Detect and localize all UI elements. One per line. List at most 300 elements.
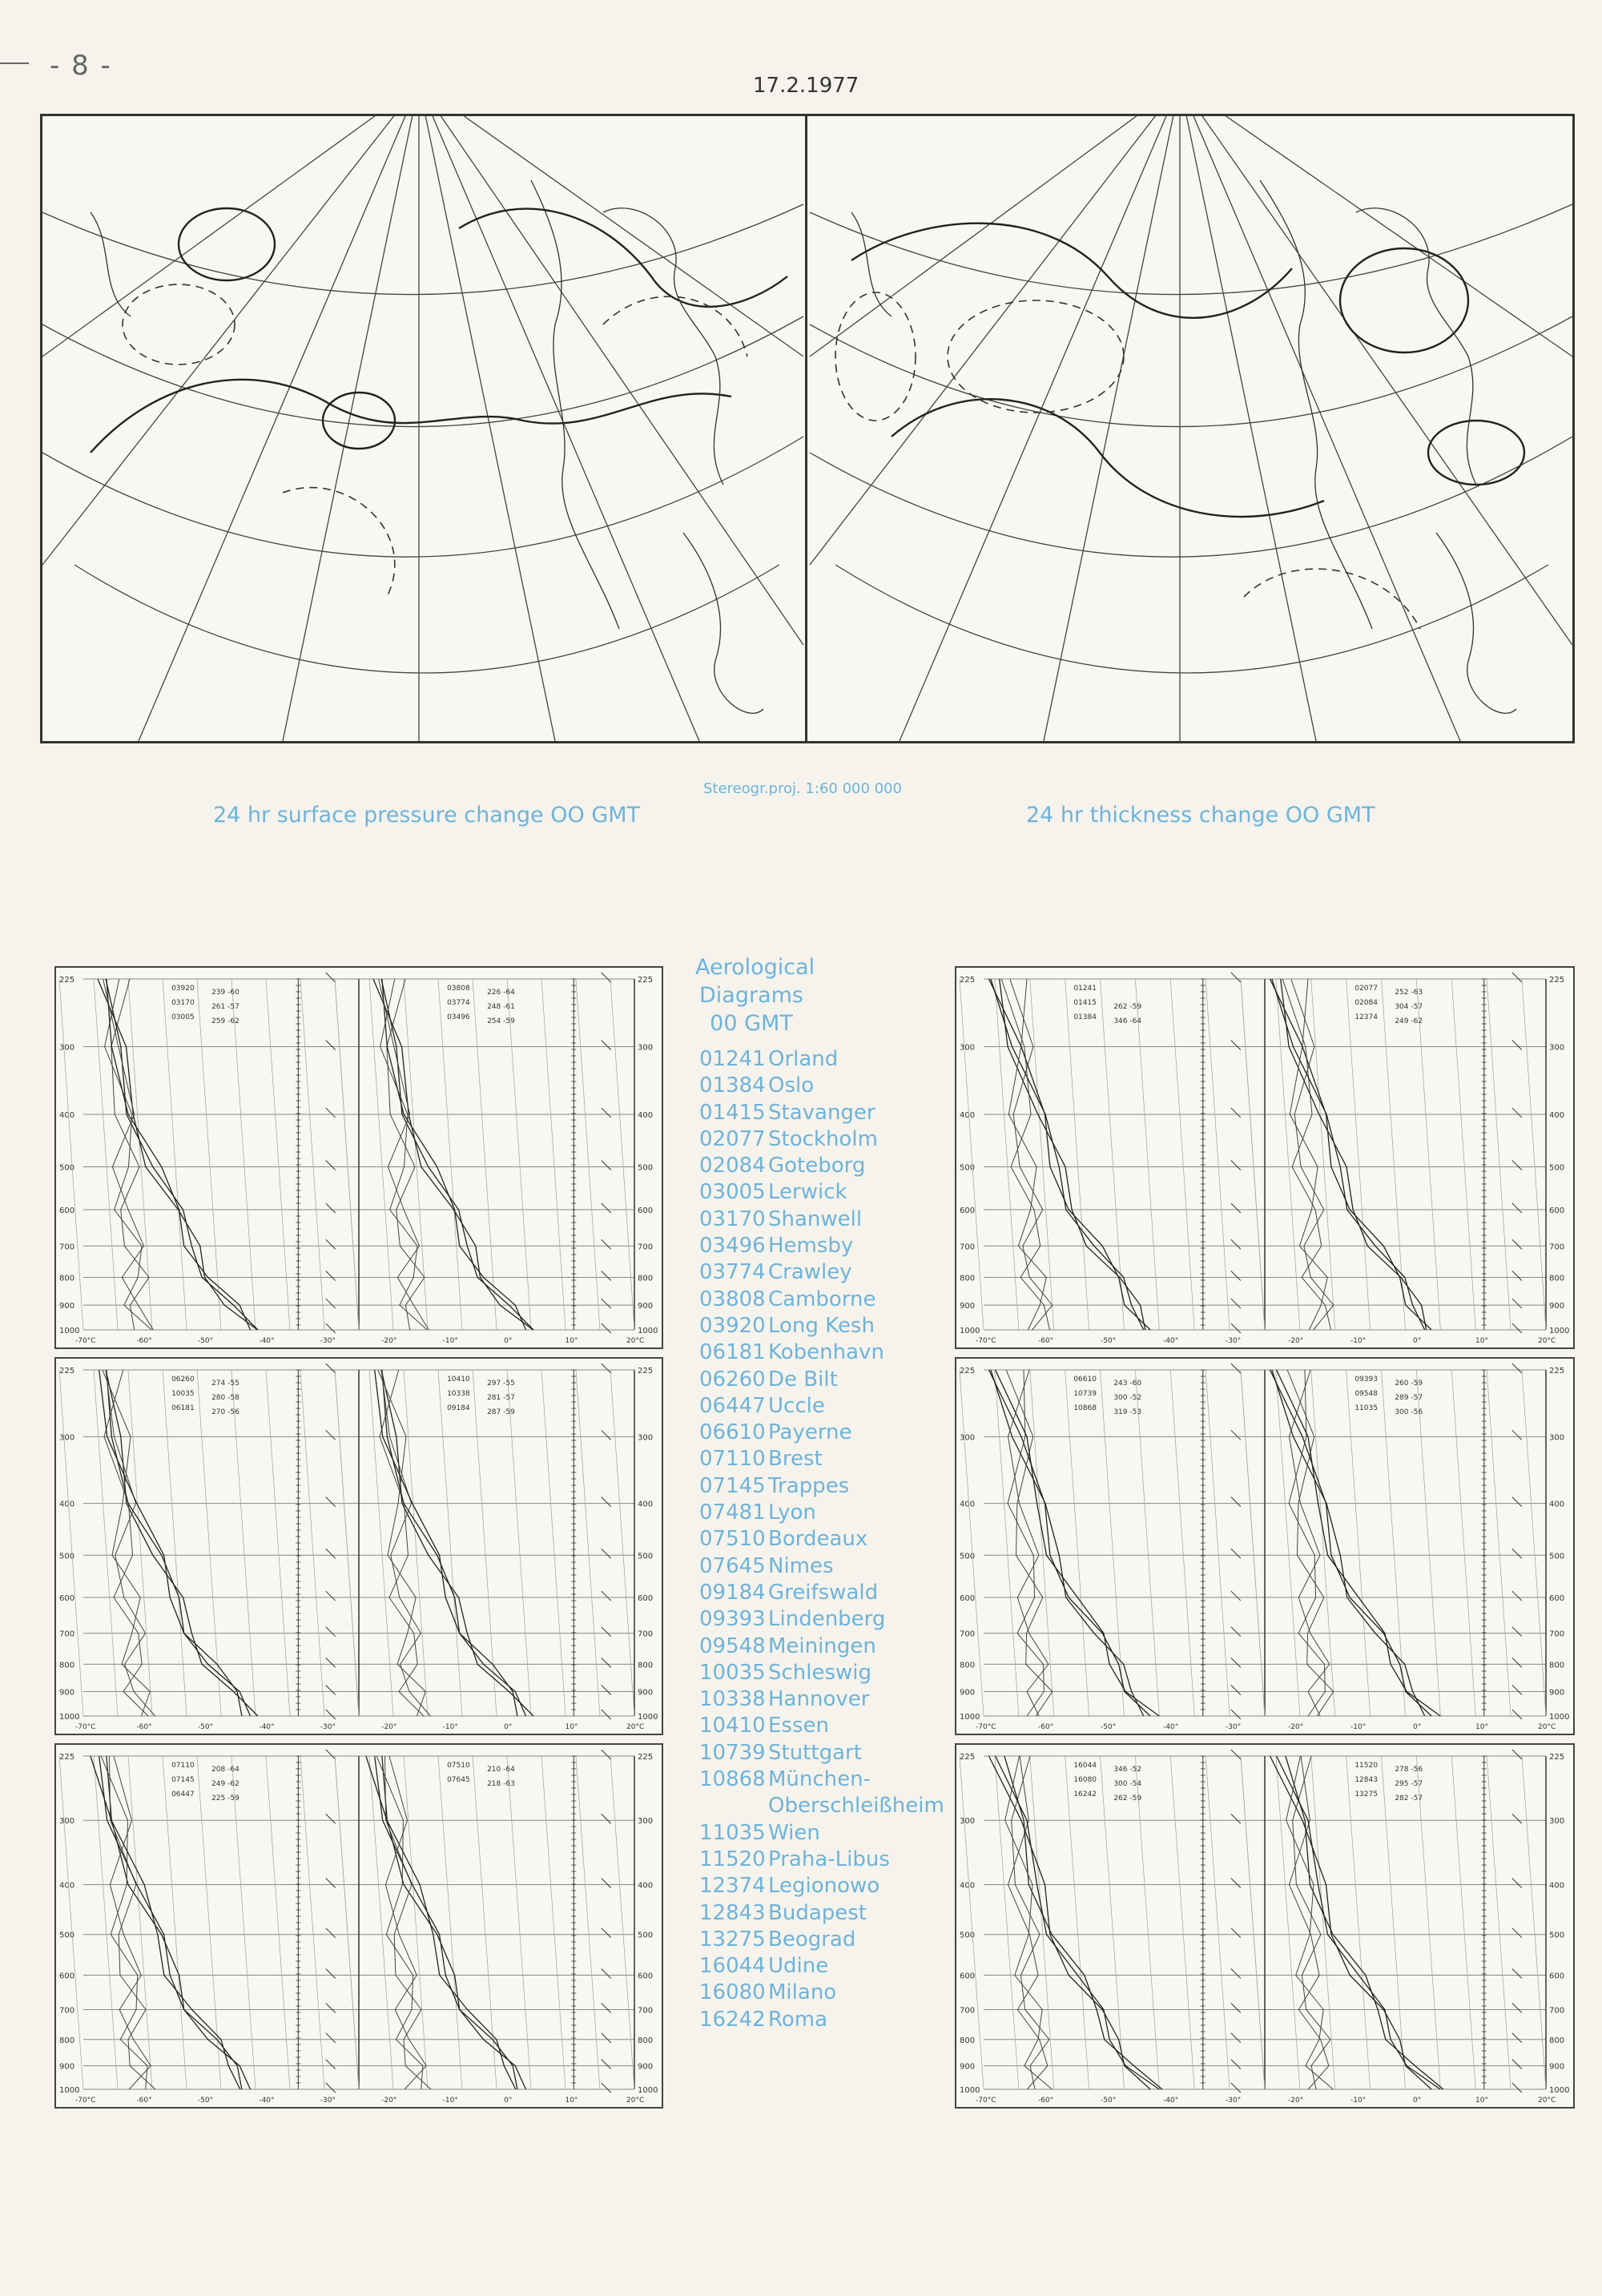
diagram-station-id: 01384 [1073, 1013, 1097, 1021]
station-name: Shanwell [768, 1206, 863, 1231]
diagram-station-id: 11035 [1354, 1404, 1378, 1412]
temperature-label: 0° [1413, 1723, 1422, 1731]
aerological-diagram [955, 1357, 1575, 1735]
station-name: Greifswald [768, 1580, 879, 1605]
diagram-station-id: 06260 [171, 1376, 195, 1384]
pressure-label: 225 [960, 1367, 976, 1376]
station-id: 09548 [699, 1633, 766, 1658]
station-name: Hemsby [768, 1234, 854, 1259]
diagram-station-id: 07510 [447, 1762, 470, 1770]
station-name: Goteborg [768, 1154, 866, 1178]
pressure-label: 800 [638, 2036, 654, 2045]
station-legend-item [699, 1233, 944, 1259]
temperature-label: -30° [320, 1337, 336, 1345]
temperature-label: -40° [1163, 1723, 1179, 1731]
wind-barb [602, 1108, 611, 1118]
diagram-station-id: 03005 [171, 1013, 195, 1021]
temperature-label: -30° [320, 1723, 336, 1731]
wind-barb [326, 1710, 336, 1719]
temperature-label: 20°C [1538, 1723, 1556, 1731]
temperature-label: 10° [565, 1337, 578, 1345]
wind-barb [1512, 1928, 1522, 1938]
pressure-label: 1000 [638, 2086, 658, 2095]
wind-barb [326, 1658, 336, 1667]
pressure-label: 225 [59, 1753, 75, 1762]
wind-barb [602, 1878, 611, 1887]
diagram-station-id: 02077 [1354, 985, 1378, 993]
diagram-tropopause: 281 -57 [487, 1394, 515, 1402]
pressure-label: 1000 [59, 2086, 80, 2095]
station-legend-item [699, 1126, 944, 1153]
temperature-label: 10° [565, 2097, 578, 2105]
wind-barb [1512, 1878, 1522, 1887]
temperature-label: -50° [197, 1723, 214, 1731]
pressure-label: 1000 [59, 1713, 80, 1722]
wind-barb [1231, 2033, 1241, 2043]
diagram-svg [956, 968, 1573, 1347]
diagram-station-id: 01241 [1073, 985, 1097, 993]
station-legend-item [699, 1633, 944, 1660]
legend-title-line: Aerological [695, 955, 815, 980]
temperature-label: -40° [259, 1723, 275, 1731]
pressure-label: 600 [1549, 1594, 1565, 1604]
station-id: 01415 [699, 1100, 766, 1125]
pressure-label: 1000 [960, 1713, 980, 1722]
temperature-label: -50° [197, 2097, 214, 2105]
wind-barb [326, 1108, 336, 1118]
station-id: 10035 [699, 1660, 766, 1685]
wind-barb [1512, 973, 1522, 982]
wind-barb [602, 2004, 611, 2013]
wind-barb [1231, 1323, 1241, 1333]
diagram-tropopause: 300 -56 [1395, 1408, 1423, 1416]
pressure-label: 300 [1549, 1043, 1565, 1053]
diagram-tropopause: 243 -60 [1113, 1380, 1142, 1388]
wind-barb [1231, 1591, 1241, 1601]
diagram-svg [956, 1359, 1573, 1734]
wind-barb [1512, 1814, 1522, 1823]
station-name: Kobenhavn [768, 1340, 884, 1365]
pressure-label: 500 [1549, 1163, 1565, 1173]
station-id: 03005 [699, 1180, 766, 1205]
wind-barb [326, 1364, 336, 1373]
wind-barb [1512, 1203, 1522, 1213]
wind-barb [326, 1160, 336, 1170]
wind-barb [1512, 2083, 1522, 2093]
temperature-label: -70°C [75, 1723, 96, 1731]
wind-barb [326, 1928, 336, 1938]
wind-barb [1512, 1591, 1522, 1601]
wind-barb [602, 1627, 611, 1637]
wind-barb [1512, 1108, 1522, 1118]
temperature-label: -20° [381, 1337, 397, 1345]
pressure-label: 500 [960, 1931, 976, 1940]
station-name: Stuttgart [768, 1740, 862, 1765]
diagram-station-id: 09393 [1354, 1376, 1378, 1384]
temperature-label: -70°C [976, 1337, 996, 1345]
station-id: 06447 [699, 1393, 766, 1418]
diagram-tropopause: 282 -57 [1395, 1795, 1423, 1803]
station-id: 06181 [699, 1340, 766, 1365]
pressure-label: 400 [960, 1500, 976, 1509]
station-legend-item [699, 1820, 944, 1847]
station-name: Brest [768, 1447, 823, 1472]
pressure-label: 500 [638, 1163, 654, 1173]
diagram-station-id: 10338 [447, 1390, 470, 1398]
temperature-label: -60° [136, 2097, 152, 2105]
wind-barb [326, 2060, 336, 2069]
pressure-label: 400 [59, 1881, 75, 1891]
pressure-label: 500 [1549, 1931, 1565, 1940]
diagram-tropopause: 249 -62 [211, 1780, 239, 1788]
wind-barb [326, 1323, 336, 1333]
map-divider [805, 114, 807, 743]
wind-barb [602, 1750, 611, 1759]
pressure-label: 700 [59, 1243, 75, 1252]
pressure-label: 400 [960, 1881, 976, 1891]
station-name: Stavanger [768, 1100, 875, 1125]
station-id: 12843 [699, 1900, 766, 1925]
wind-barb [602, 1658, 611, 1667]
pressure-label: 225 [1549, 1753, 1565, 1762]
diagram-tropopause: 300 -54 [1113, 1780, 1142, 1788]
diagram-station-id: 16242 [1073, 1790, 1097, 1799]
pressure-label: 300 [960, 1043, 976, 1053]
station-legend-item [699, 1259, 944, 1286]
station-legend-item [699, 1713, 944, 1739]
wind-barb [326, 1878, 336, 1887]
wind-barb [1231, 1750, 1241, 1759]
diagram-tropopause: 210 -64 [487, 1766, 515, 1774]
station-name: Trappes [768, 1473, 850, 1498]
station-legend-item [699, 1500, 944, 1526]
wind-barb [602, 1814, 611, 1823]
diagram-tropopause: 297 -55 [487, 1380, 515, 1388]
weather-maps-drawing [42, 116, 1572, 741]
wind-barb [326, 973, 336, 982]
diagram-station-id: 06447 [171, 1790, 195, 1799]
temperature-label: -40° [259, 2097, 275, 2105]
diagram-station-id: 03808 [447, 985, 470, 993]
pressure-label: 600 [638, 1594, 654, 1604]
temperature-label: -60° [136, 1723, 152, 1731]
wind-barb [326, 1430, 336, 1440]
pressure-label: 800 [960, 1661, 976, 1670]
station-name: Camborne [768, 1287, 876, 1311]
diagram-station-id: 01415 [1073, 999, 1097, 1007]
wind-barb [602, 2033, 611, 2043]
station-name: Lerwick [768, 1180, 847, 1205]
wind-barb [602, 2060, 611, 2069]
pressure-label: 300 [638, 1433, 654, 1443]
pressure-label: 1000 [1549, 1713, 1570, 1722]
temperature-label: 20°C [1538, 1337, 1556, 1345]
station-id: 03170 [699, 1206, 766, 1231]
station-name: Schleswig [768, 1660, 872, 1685]
temperature-label: -30° [1226, 1723, 1242, 1731]
diagram-svg [56, 1745, 662, 2107]
wind-barb [1512, 1710, 1522, 1719]
diagram-tropopause: 274 -55 [211, 1380, 239, 1388]
wind-barb [1231, 2083, 1241, 2093]
station-legend-item [699, 1660, 944, 1686]
station-id: 13275 [699, 1927, 766, 1952]
diagram-tropopause: 225 -59 [211, 1795, 239, 1803]
station-name: Praha-Libus [768, 1847, 890, 1871]
station-name: Hannover [768, 1687, 870, 1712]
pressure-label: 400 [638, 1881, 654, 1891]
pressure-label: 225 [638, 1367, 654, 1376]
pressure-label: 600 [1549, 1972, 1565, 1981]
station-legend-item [699, 1873, 944, 1899]
station-id: 09184 [699, 1580, 766, 1605]
pressure-label: 900 [1549, 1688, 1565, 1698]
temperature-label: 10° [1475, 1337, 1488, 1345]
pressure-label: 700 [1549, 1629, 1565, 1639]
wind-barb [602, 1299, 611, 1308]
station-id: 06610 [699, 1420, 766, 1445]
aerological-diagram [955, 1743, 1575, 2109]
diagram-station-id: 10739 [1073, 1390, 1097, 1398]
station-legend-item [699, 1847, 944, 1873]
station-legend-item [699, 1553, 944, 1580]
station-id: 03808 [699, 1287, 766, 1311]
diagram-tropopause: 289 -57 [1395, 1394, 1423, 1402]
pressure-label: 700 [960, 1629, 976, 1639]
wind-barb [326, 2004, 336, 2013]
station-id: 16080 [699, 1980, 766, 2005]
pressure-label: 225 [59, 1367, 75, 1376]
station-name: München- [768, 1767, 871, 1792]
pressure-label: 400 [638, 1500, 654, 1509]
station-name: Roma [768, 2007, 828, 2032]
wind-barb [602, 1497, 611, 1507]
pressure-label: 900 [638, 2062, 654, 2072]
temperature-label: -20° [381, 2097, 397, 2105]
pressure-label: 800 [59, 2036, 75, 2045]
diagram-tropopause: 280 -58 [211, 1394, 239, 1402]
pressure-label: 900 [59, 2062, 75, 2072]
pressure-label: 900 [638, 1302, 654, 1311]
pressure-label: 225 [638, 976, 654, 985]
station-legend-item [699, 1953, 944, 1980]
temperature-label: -20° [1288, 1337, 1304, 1345]
wind-barb [1231, 1497, 1241, 1507]
diagram-station-id: 12843 [1354, 1776, 1378, 1784]
diagram-tropopause: 239 -60 [211, 989, 239, 997]
pressure-label: 400 [59, 1500, 75, 1509]
temperature-label: -10° [442, 1723, 458, 1731]
station-legend-item [699, 1339, 944, 1366]
pressure-label: 400 [59, 1110, 75, 1120]
diagram-station-id: 02084 [1354, 999, 1378, 1007]
wind-barb [1512, 1299, 1522, 1308]
pressure-label: 600 [59, 1206, 75, 1216]
pressure-label: 800 [1549, 1274, 1565, 1283]
station-id: 03496 [699, 1234, 766, 1259]
station-legend-item [699, 1153, 944, 1179]
temperature-label: -30° [1226, 2097, 1242, 2105]
station-name: Wien [768, 1820, 820, 1845]
pressure-label: 225 [960, 976, 976, 985]
diagram-tropopause: 262 -59 [1113, 1795, 1142, 1803]
station-legend-list [699, 1046, 944, 2033]
temperature-label: 10° [1475, 2097, 1488, 2105]
station-legend-item [699, 1446, 944, 1472]
pressure-label: 700 [638, 1629, 654, 1639]
wind-barb [602, 1710, 611, 1719]
pressure-label: 1000 [1549, 2086, 1570, 2095]
pressure-label: 300 [1549, 1817, 1565, 1827]
wind-barb [1512, 2060, 1522, 2069]
station-legend-item [699, 1740, 944, 1766]
aerological-diagram [54, 1357, 663, 1735]
pressure-label: 900 [638, 1688, 654, 1698]
station-legend-item [699, 1206, 944, 1233]
aerological-diagram [54, 1743, 663, 2109]
station-legend-item [699, 1900, 944, 1927]
pressure-label: 900 [960, 2062, 976, 2072]
station-name: Uccle [768, 1393, 825, 1418]
wind-barb [1231, 1969, 1241, 1979]
pressure-label: 300 [59, 1817, 75, 1827]
wind-barb [602, 1160, 611, 1170]
wind-barb [326, 1203, 336, 1213]
pressure-label: 300 [59, 1433, 75, 1443]
wind-barb [326, 1549, 336, 1558]
diagram-tropopause: 319 -53 [1113, 1408, 1142, 1416]
pressure-label: 800 [59, 1274, 75, 1283]
pressure-label: 900 [960, 1688, 976, 1698]
station-name-continuation: Oberschleißheim [768, 1794, 944, 1819]
wind-barb [1512, 1430, 1522, 1440]
pressure-label: 300 [960, 1817, 976, 1827]
station-name: Essen [768, 1714, 829, 1738]
pressure-label: 225 [960, 1753, 976, 1762]
aerological-legend-title [695, 953, 815, 1037]
temperature-label: -20° [381, 1723, 397, 1731]
diagram-station-id: 10410 [447, 1376, 470, 1384]
diagram-tropopause: 254 -59 [487, 1017, 515, 1025]
wind-barb [1231, 1239, 1241, 1249]
temperature-label: -10° [1350, 1337, 1367, 1345]
temperature-label: 0° [504, 2097, 513, 2105]
wind-barb [602, 1591, 611, 1601]
wind-barb [1231, 1549, 1241, 1558]
wind-barb [602, 1364, 611, 1373]
temperature-label: -20° [1288, 1723, 1304, 1731]
diagram-tropopause: 270 -56 [211, 1408, 239, 1416]
temperature-label: -10° [442, 2097, 458, 2105]
weather-maps-frame [40, 114, 1575, 743]
temperature-label: 0° [1413, 2097, 1422, 2105]
pressure-label: 800 [960, 1274, 976, 1283]
wind-barb [1231, 2060, 1241, 2069]
wind-barb [602, 1203, 611, 1213]
wind-barb [1512, 1969, 1522, 1979]
temperature-label: 0° [504, 1723, 513, 1731]
pressure-label: 1000 [638, 1713, 658, 1722]
station-name: Lindenberg [768, 1607, 886, 1632]
station-legend-item [699, 1927, 944, 1953]
pressure-label: 700 [960, 1243, 976, 1252]
diagram-tropopause: 346 -52 [1113, 1766, 1142, 1774]
station-legend-item [699, 1980, 944, 2006]
temperature-label: -40° [1163, 2097, 1179, 2105]
pressure-label: 500 [1549, 1552, 1565, 1561]
temperature-label: -60° [136, 1337, 152, 1345]
temperature-label: -30° [320, 2097, 336, 2105]
pressure-label: 400 [960, 1110, 976, 1120]
pressure-label: 400 [1549, 1500, 1565, 1509]
wind-barb [1231, 1040, 1241, 1049]
pressure-label: 1000 [1549, 1327, 1570, 1335]
wind-barb [602, 1271, 611, 1280]
pressure-label: 900 [1549, 1302, 1565, 1311]
wind-barb [1231, 1928, 1241, 1938]
wind-barb [326, 1271, 336, 1280]
diagram-svg [956, 1745, 1573, 2107]
diagram-station-id: 06610 [1073, 1376, 1097, 1384]
temperature-label: -70°C [75, 1337, 96, 1345]
station-legend-item [699, 1473, 944, 1500]
wind-barb [326, 1685, 336, 1694]
pressure-label: 700 [638, 1243, 654, 1252]
wind-barb [1512, 1658, 1522, 1667]
pressure-label: 300 [638, 1043, 654, 1053]
temperature-label: 10° [565, 1723, 578, 1731]
wind-barb [602, 973, 611, 982]
wind-barb [1231, 1203, 1241, 1213]
station-legend-item [699, 2007, 944, 2033]
temperature-label: -10° [442, 1337, 458, 1345]
diagram-tropopause: 261 -57 [211, 1003, 239, 1011]
wind-barb [602, 1928, 611, 1938]
temperature-label: 0° [1413, 1337, 1422, 1345]
pressure-label: 1000 [960, 2086, 980, 2095]
pressure-label: 800 [960, 2036, 976, 2045]
pressure-label: 600 [59, 1594, 75, 1604]
station-id: 07110 [699, 1447, 766, 1472]
pressure-label: 400 [638, 1110, 654, 1120]
pressure-label: 500 [960, 1552, 976, 1561]
station-id: 11520 [699, 1847, 766, 1871]
pressure-label: 700 [59, 1629, 75, 1639]
station-legend-item [699, 1179, 944, 1206]
pressure-label: 225 [1549, 1367, 1565, 1376]
wind-barb [326, 1040, 336, 1049]
temperature-label: -70°C [976, 2097, 996, 2105]
diagram-svg [56, 968, 662, 1347]
wind-barb [326, 1814, 336, 1823]
wind-barb [1512, 1549, 1522, 1558]
diagram-station-id: 11520 [1354, 1762, 1378, 1770]
station-legend-item [699, 1046, 944, 1073]
wind-barb [326, 1969, 336, 1979]
station-name: Orland [768, 1047, 839, 1071]
wind-barb [326, 1239, 336, 1249]
pressure-label: 1000 [960, 1327, 980, 1335]
station-legend-item [699, 1606, 944, 1633]
station-id: 06260 [699, 1367, 766, 1392]
diagram-station-id: 16080 [1073, 1776, 1097, 1784]
station-legend-item [699, 1766, 944, 1793]
station-name: Lyon [768, 1500, 816, 1525]
wind-barb [1231, 1430, 1241, 1440]
wind-barb [1231, 1658, 1241, 1667]
pressure-label: 300 [1549, 1433, 1565, 1443]
wind-barb [1512, 1323, 1522, 1333]
